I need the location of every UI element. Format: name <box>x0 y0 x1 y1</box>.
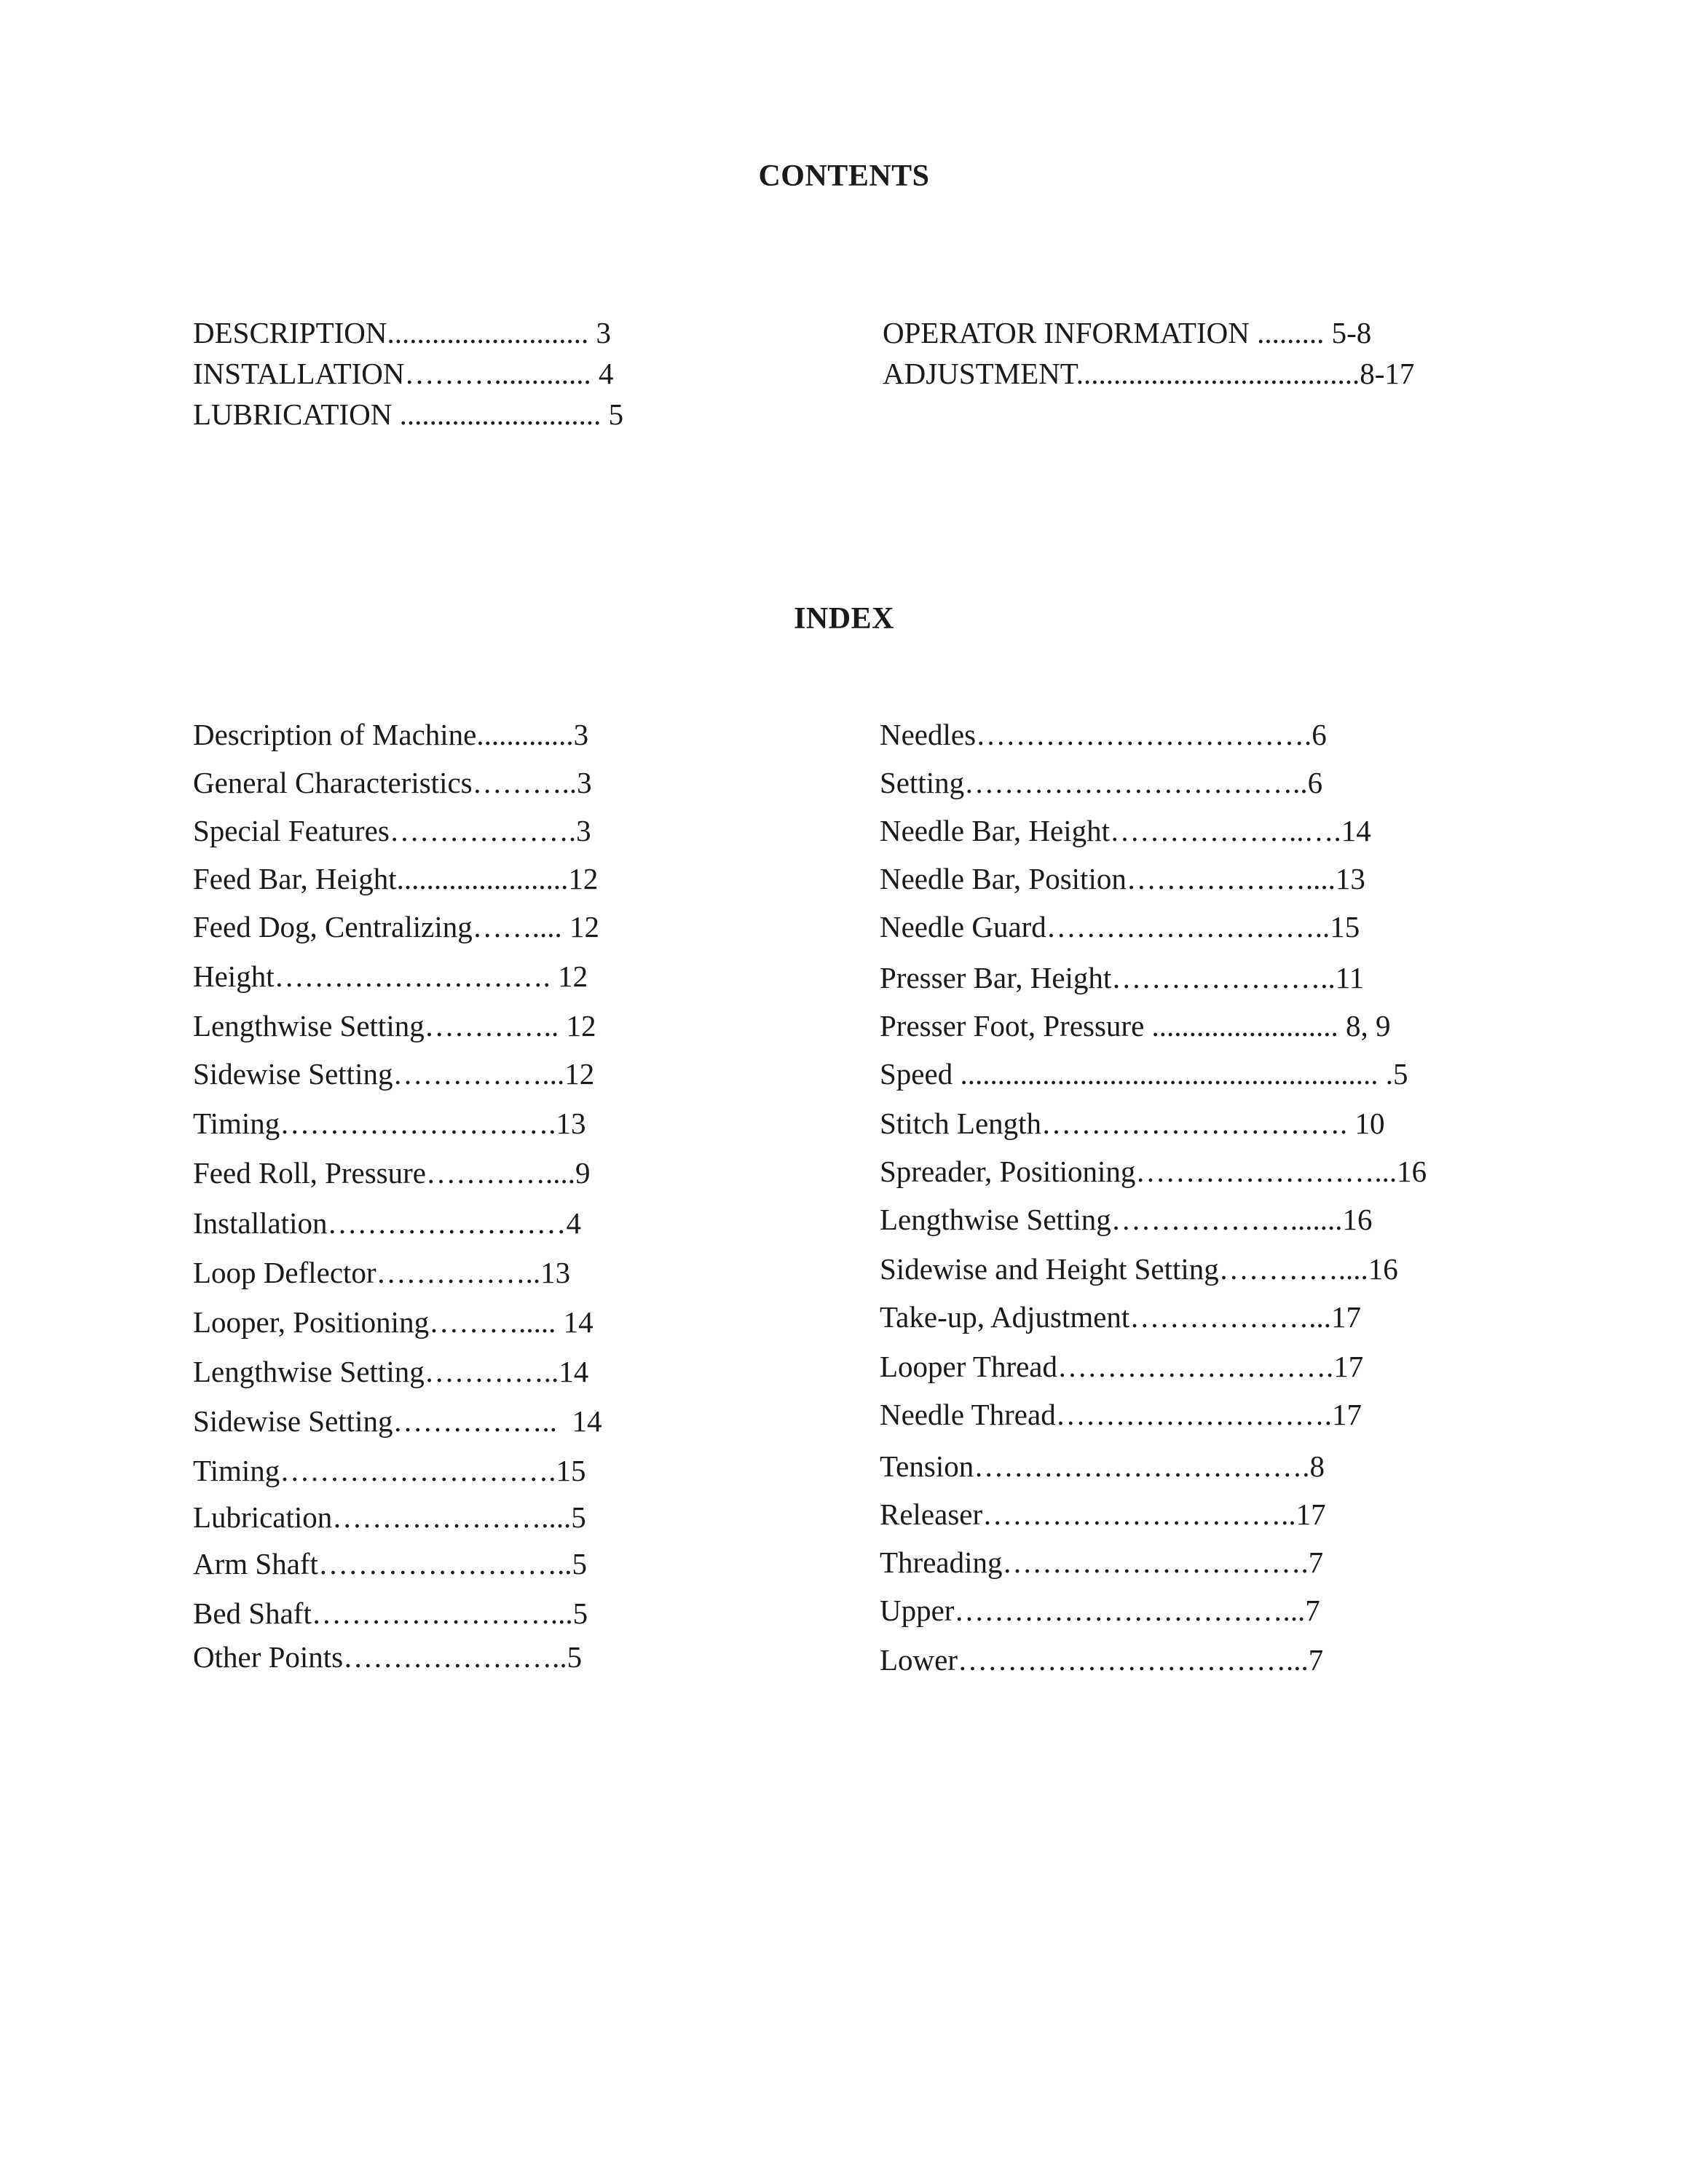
index-entry: Lengthwise Setting…………..14 <box>193 1355 589 1388</box>
index-entry: Setting……………………………..6 <box>880 766 1323 799</box>
index-entry: Feed Bar, Height.......................12 <box>193 862 599 895</box>
index-entry: Lengthwise Setting………….. 12 <box>193 1009 596 1042</box>
index-entry: Sidewise Setting……………...12 <box>193 1057 595 1091</box>
index-entry: Sidewise and Height Setting…………....16 <box>880 1252 1398 1286</box>
index-entry: Upper……………………………...7 <box>880 1594 1320 1627</box>
index-entry: Speed ........................................................ .5 <box>880 1057 1408 1091</box>
index-entry: Spreader, Positioning……………………...16 <box>880 1155 1427 1188</box>
contents-entry: OPERATOR INFORMATION ......... 5-8 <box>883 316 1372 349</box>
index-entry: Height………………………. 12 <box>193 960 588 993</box>
index-entry: General Characteristics………..3 <box>193 766 592 799</box>
index-entry: Needle Guard………………………..15 <box>880 910 1360 943</box>
index-entry: Sidewise Setting…………….. 14 <box>193 1404 602 1438</box>
index-entry: Timing……………………….15 <box>193 1454 586 1487</box>
index-entry: Needles…………………………….6 <box>880 718 1327 751</box>
index-entry: Take-up, Adjustment………………...17 <box>880 1300 1362 1334</box>
index-entry: Arm Shaft……………………..5 <box>193 1547 587 1580</box>
index-entry: Feed Dog, Centralizing…….... 12 <box>193 910 599 943</box>
index-entry: Stitch Length…………………………. 10 <box>880 1107 1385 1140</box>
index-entry: Feed Roll, Pressure…………....9 <box>193 1156 591 1190</box>
index-entry: Lengthwise Setting……………….......16 <box>880 1203 1373 1236</box>
index-entry: Bed Shaft……………………...5 <box>193 1597 588 1630</box>
index-entry: Other Points…………………..5 <box>193 1640 583 1674</box>
index-entry: Releaser…………………………..17 <box>880 1497 1326 1531</box>
contents-heading: CONTENTS <box>758 159 930 193</box>
index-entry: Lower……………………………...7 <box>880 1643 1324 1677</box>
index-entry: Needle Bar, Position………………....13 <box>880 862 1365 895</box>
index-entry: Special Features……………….3 <box>193 814 591 847</box>
contents-entry: ADJUSTMENT......................................8-17 <box>883 357 1415 390</box>
index-entry: Installation……………………4 <box>193 1206 581 1240</box>
contents-entry: DESCRIPTION........................... 3 <box>193 316 612 349</box>
contents-entry: INSTALLATION………............. 4 <box>193 357 614 390</box>
index-entry: Looper, Positioning………..... 14 <box>193 1305 593 1339</box>
index-entry: Looper Thread……………………….17 <box>880 1350 1364 1383</box>
index-entry: Threading………………………….7 <box>880 1546 1324 1579</box>
index-entry: Description of Machine.............3 <box>193 718 589 751</box>
index-entry: Presser Bar, Height…………………..11 <box>880 961 1365 994</box>
index-entry: Presser Foot, Pressure ......................... 8, 9 <box>880 1009 1391 1042</box>
index-entry: Loop Deflector……………..13 <box>193 1256 571 1289</box>
index-entry: Needle Bar, Height………………..….14 <box>880 814 1371 847</box>
index-entry: Timing……………………….13 <box>193 1107 586 1140</box>
contents-entry: LUBRICATION ........................... 5 <box>193 397 624 431</box>
index-heading: INDEX <box>794 602 894 636</box>
index-entry: Lubrication…………………....5 <box>193 1500 586 1534</box>
index-entry: Tension…………………………….8 <box>880 1449 1325 1483</box>
index-entry: Needle Thread……………………….17 <box>880 1398 1362 1431</box>
